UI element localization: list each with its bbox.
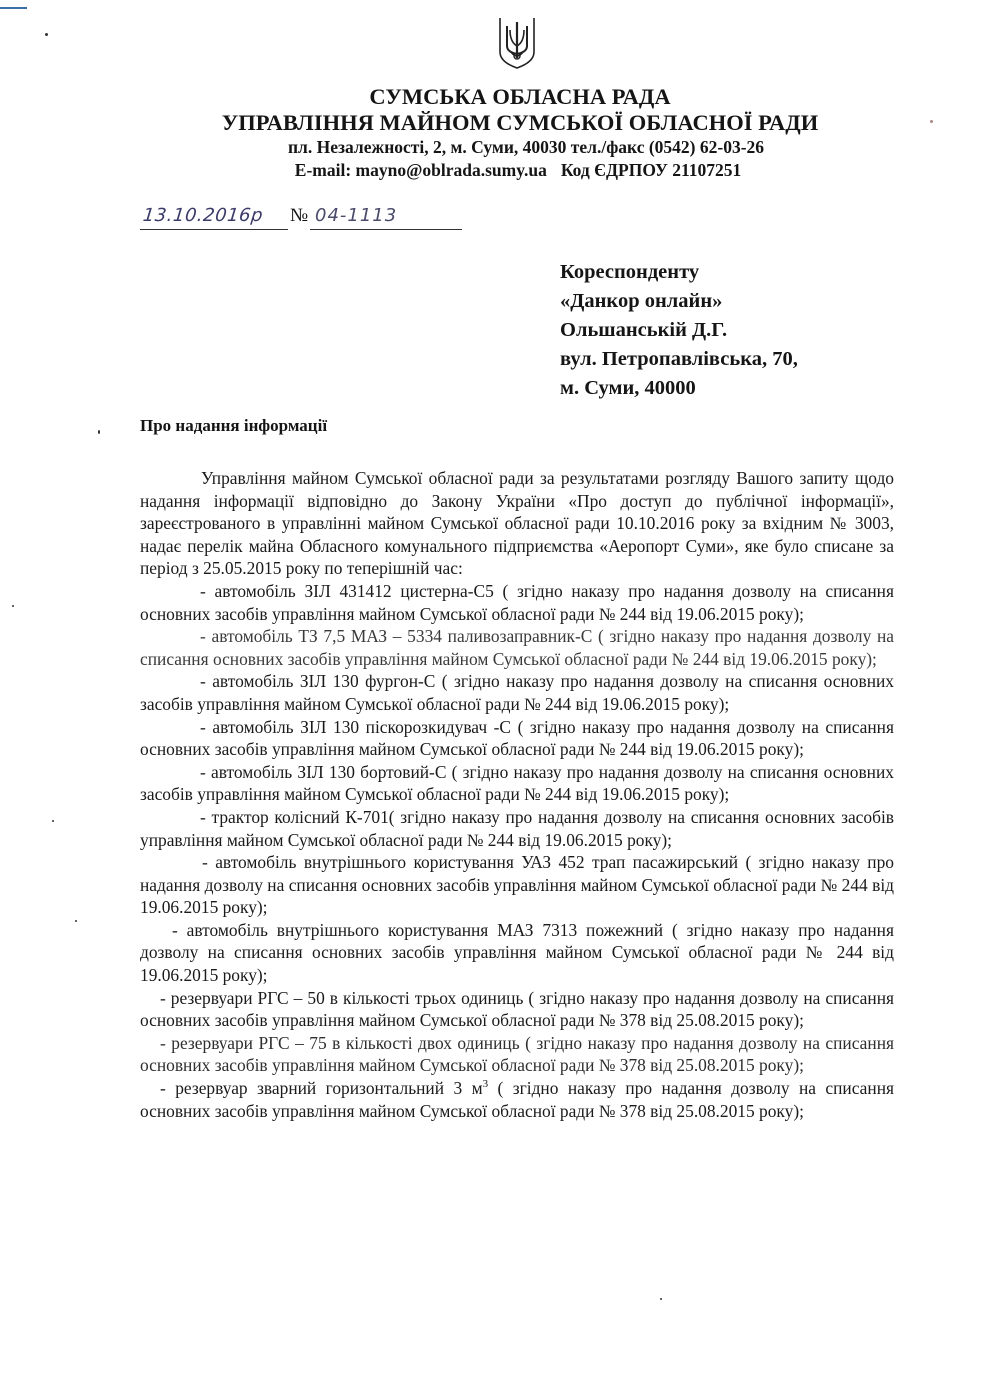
list-item: - автомобіль внутрішнього користування МАЗ 7313 пожежний ( згідно наказу про надання дозволу на списання основних засобів управління майном Сумської обласної ради № 244 від 19.06.2015 року); bbox=[140, 919, 894, 986]
list-item: - автомобіль ЗІЛ 130 бортовий-С ( згідно наказу про надання дозволу на списання основних засобів управління майном Сумської обласної ради № 244 від 19.06.2015 року); bbox=[140, 761, 894, 805]
list-item: - автомобіль ТЗ 7,5 МАЗ – 5334 паливозаправник-С ( згідно наказу про надання дозволу на списання основних засобів управління майном Сумської обласної ради № 244 від 19.06.2015 року); bbox=[140, 626, 894, 669]
number-sign: № bbox=[290, 205, 309, 226]
addressee-block bbox=[560, 258, 798, 403]
scan-speck bbox=[98, 430, 100, 434]
scan-speck bbox=[75, 920, 77, 922]
department-name: УПРАВЛІННЯ МАЙНОМ СУМСЬКОЇ ОБЛАСНОЇ РАДИ bbox=[221, 110, 819, 135]
registration-line bbox=[140, 205, 470, 231]
coat-of-arms-icon bbox=[496, 16, 538, 70]
list-item-text: - резервуар зварний горизонтальний 3 м bbox=[160, 1078, 483, 1099]
scan-artifact bbox=[0, 7, 27, 9]
scan-speck bbox=[12, 605, 14, 607]
list-item-text: ( згідно наказу про надання дозволу на списання основних засобів управління майном Сумської обласної ради № 378 від 25.08.2015 року); bbox=[140, 1078, 894, 1121]
list-item: - трактор колісний К-701( згідно наказу про надання дозволу на списання основних засобів управління майном Сумської обласної ради № 244 від 19.06.2015 року); bbox=[140, 806, 894, 850]
list-item: - автомобіль ЗІЛ 431412 цистерна-С5 ( згідно наказу про надання дозволу на списання основних засобів управління майном Сумської обласної ради № 244 від 19.06.2015 року); bbox=[140, 580, 894, 624]
number-underline bbox=[310, 229, 462, 230]
list-item: - автомобіль ЗІЛ 130 фургон-С ( згідно наказу про надання дозволу на списання основних засобів управління майном Сумської обласної ради № 244 від 19.06.2015 року); bbox=[140, 671, 894, 714]
outgoing-number: 04-1113 bbox=[315, 205, 398, 226]
org-contacts bbox=[18, 160, 1000, 181]
addressee-line: «Данкор онлайн» bbox=[560, 290, 723, 312]
scan-speck bbox=[45, 33, 48, 36]
intro-paragraph: Управління майном Сумської обласної ради за результатами розгляду Вашого запиту щодо надання інформації відповідно до Закону України «Про доступ до публічної інформації», зареєстрованого в управлінні майном Сумської обласної ради 10.10.2016 року за вхідним № 3003, надає перелік майна Обласного комунального підприємства «Аеропорт Суми», яке було списане за період з 25.05.2015 року по теперішній час: bbox=[140, 468, 894, 579]
scan-speck bbox=[52, 820, 54, 822]
addressee-line: Ольшанській Д.Г. bbox=[560, 319, 728, 341]
date-underline bbox=[140, 229, 288, 230]
list-item: - резервуари РГС – 75 в кількості двох одиниць ( згідно наказу про надання дозволу на списання основних засобів управління майном Сумської обласної ради № 378 від 25.08.2015 року); bbox=[140, 1032, 894, 1076]
letter-subject: Про надання інформації bbox=[140, 416, 328, 435]
addressee-line: Кореспонденту bbox=[560, 261, 700, 283]
org-email: E-mail: mayno@oblrada.sumy.ua bbox=[294, 160, 547, 180]
list-item: - автомобіль внутрішнього користування УАЗ 452 трап пасажирський ( згідно наказу про надання дозволу на списання основних засобів управління майном Сумської обласної ради № 244 від 19.06.2015 року); bbox=[140, 852, 894, 918]
addressee-line: м. Суми, 40000 bbox=[560, 377, 696, 399]
org-address: пл. Незалежності, 2, м. Суми, 40030 тел./факс (0542) 62-03-26 bbox=[287, 137, 765, 157]
scan-speck bbox=[660, 1298, 662, 1300]
superscript-exponent: 3 bbox=[482, 1078, 489, 1091]
outgoing-date: 13.10.2016р bbox=[141, 205, 265, 226]
letter-body bbox=[140, 467, 894, 1122]
addressee-line: вул. Петропавлівська, 70, bbox=[560, 348, 798, 370]
list-item: - резервуари РГС – 50 в кількості трьох одиниць ( згідно наказу про надання дозволу на списання основних засобів управління майном Сумської обласної ради № 378 від 25.08.2015 року); bbox=[140, 987, 894, 1031]
org-name: СУМСЬКА ОБЛАСНА РАДА bbox=[369, 84, 671, 109]
list-item bbox=[140, 1077, 894, 1122]
org-edrpou-code: Код ЄДРПОУ 21107251 bbox=[560, 160, 742, 180]
list-item: - автомобіль ЗІЛ 130 піскорозкидувач -С ( згідно наказу про надання дозволу на списання основних засобів управління майном Сумської обласної ради № 244 від 19.06.2015 року); bbox=[140, 716, 894, 760]
